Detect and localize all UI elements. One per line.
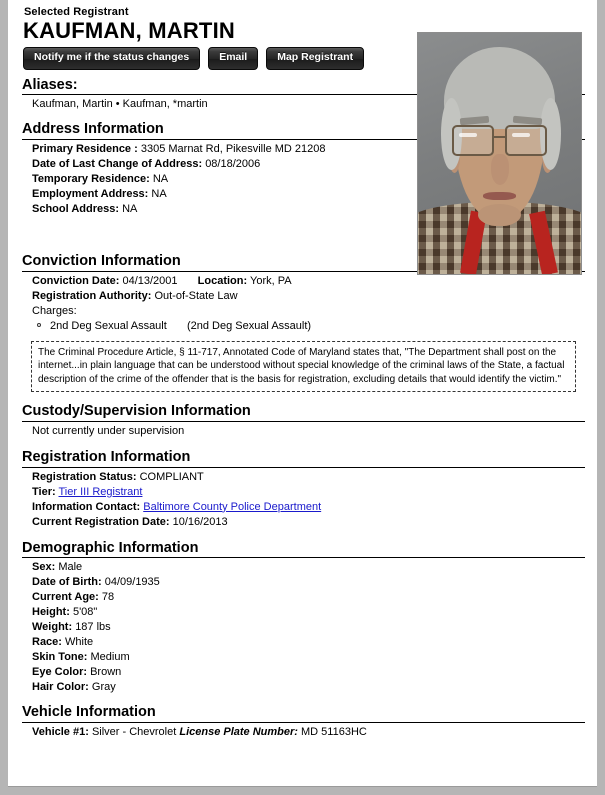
demographic-value: Medium — [90, 651, 130, 664]
last-change-label: Date of Last Change of Address: — [32, 157, 203, 170]
license-plate-value: MD 51163HC — [301, 725, 367, 738]
current-registration-date-value: 10/16/2013 — [172, 515, 228, 528]
section-custody-supervision — [22, 403, 585, 439]
demographic-value: White — [65, 636, 94, 649]
demographic-fields — [22, 560, 585, 695]
charges-label: Charges: — [32, 304, 77, 317]
information-contact-link[interactable]: Baltimore County Police Department — [143, 500, 322, 513]
demographic-label: Weight: — [32, 621, 73, 634]
demographic-row — [32, 560, 585, 575]
section-demographic-information — [22, 540, 585, 696]
school-address-label: School Address: — [32, 202, 119, 215]
aliases-value: Kaufman, Martin • Kaufman, *martin — [32, 98, 208, 111]
conviction-date-label: Conviction Date: — [32, 274, 120, 287]
demographic-value: 78 — [101, 591, 115, 604]
employment-address-value: NA — [151, 187, 167, 200]
address-title: Address Information — [22, 121, 164, 138]
demographic-label: Race: — [32, 636, 62, 649]
registration-status-value: COMPLIANT — [139, 470, 204, 483]
demographic-row — [32, 680, 585, 695]
employment-address-label: Employment Address: — [32, 187, 149, 200]
mugshot-image — [418, 33, 581, 274]
registration-rule — [22, 467, 585, 468]
custody-rule — [22, 421, 585, 422]
charge-list-item — [32, 319, 585, 334]
license-plate-label: License Plate Number: — [179, 725, 298, 738]
custody-title: Custody/Supervision Information — [22, 403, 251, 420]
conviction-date-value: 04/13/2001 — [122, 274, 178, 287]
vehicle-number-label: Vehicle #1: — [32, 725, 89, 738]
demographic-value: 04/09/1935 — [104, 576, 160, 589]
primary-residence-label: Primary Residence : — [32, 142, 138, 155]
vehicle-rule — [22, 722, 585, 723]
demographic-label: Sex: — [32, 561, 56, 574]
demographic-row — [32, 635, 585, 650]
conviction-location-label: Location: — [197, 274, 248, 287]
demographic-title: Demographic Information — [22, 539, 199, 556]
primary-residence-value: 3305 Marnat Rd, Pikesville MD 21208 — [140, 142, 326, 155]
vehicle-row — [32, 725, 585, 740]
demographic-value: Brown — [90, 666, 122, 679]
aliases-title: Aliases: — [22, 76, 78, 93]
tier-label: Tier: — [32, 485, 56, 498]
tier-link[interactable]: Tier III Registrant — [58, 485, 143, 498]
temporary-residence-value: NA — [152, 172, 169, 185]
demographic-label: Height: — [32, 606, 70, 619]
current-registration-date-label: Current Registration Date: — [32, 515, 170, 528]
information-contact-label: Information Contact: — [32, 500, 141, 513]
demographic-rule — [22, 557, 585, 558]
demographic-label: Current Age: — [32, 591, 99, 604]
email-button[interactable]: Email — [208, 47, 258, 70]
legal-disclaimer: The Criminal Procedure Article, § 11-717, Annotated Code of Maryland states that, "The Department shall post on the internet...in plain language that can be understood without special knowledge of the criminal laws of the State, a factual description of the crime of the offender that is the basis for registration, excluding details that would identify the victim." — [31, 341, 576, 393]
demographic-label: Eye Color: — [32, 666, 88, 679]
registration-title: Registration Information — [22, 448, 191, 465]
registration-authority-row — [32, 289, 585, 304]
demographic-row — [32, 650, 585, 665]
page-title: KAUFMAN, MARTIN — [23, 18, 235, 43]
vehicle-description: Silver - Chevrolet — [91, 725, 177, 738]
demographic-label: Hair Color: — [32, 681, 89, 694]
notify-status-button[interactable]: Notify me if the status changes — [23, 47, 200, 70]
page-paper — [8, 0, 597, 787]
tier-row — [32, 485, 585, 500]
bullet-icon — [37, 323, 41, 327]
registration-status-row — [32, 470, 585, 485]
registration-status-label: Registration Status: — [32, 470, 137, 483]
registration-authority-value: Out-of-State Law — [154, 289, 238, 302]
registration-authority-label: Registration Authority: — [32, 289, 152, 302]
demographic-row — [32, 620, 585, 635]
demographic-value: Gray — [91, 681, 116, 694]
conviction-date-row — [32, 274, 585, 289]
custody-status: Not currently under supervision — [32, 424, 185, 437]
demographic-row — [32, 590, 585, 605]
information-contact-row — [32, 500, 585, 515]
page-content — [8, 0, 597, 740]
school-address-value: NA — [122, 202, 138, 215]
demographic-value: 5'08" — [72, 606, 98, 619]
vehicle-title: Vehicle Information — [22, 704, 156, 721]
demographic-value: Male — [58, 561, 83, 574]
selected-registrant-label: Selected Registrant — [24, 6, 129, 18]
demographic-label: Date of Birth: — [32, 576, 102, 589]
section-registration-information — [22, 449, 585, 530]
section-vehicle-information — [22, 704, 585, 740]
demographic-row — [32, 575, 585, 590]
demographic-row — [32, 605, 585, 620]
last-change-value: 08/18/2006 — [205, 157, 261, 170]
current-registration-date-row — [32, 515, 585, 530]
temporary-residence-label: Temporary Residence: — [32, 172, 150, 185]
demographic-value: 187 lbs — [75, 621, 111, 634]
charge-name: 2nd Deg Sexual Assault — [50, 319, 167, 332]
map-registrant-button[interactable]: Map Registrant — [266, 47, 364, 70]
registrant-photo — [417, 32, 582, 275]
charge-detail: (2nd Deg Sexual Assault) — [186, 319, 312, 332]
conviction-title: Conviction Information — [22, 252, 181, 269]
conviction-location-value: York, PA — [250, 274, 292, 287]
demographic-label: Skin Tone: — [32, 651, 88, 664]
demographic-row — [32, 665, 585, 680]
